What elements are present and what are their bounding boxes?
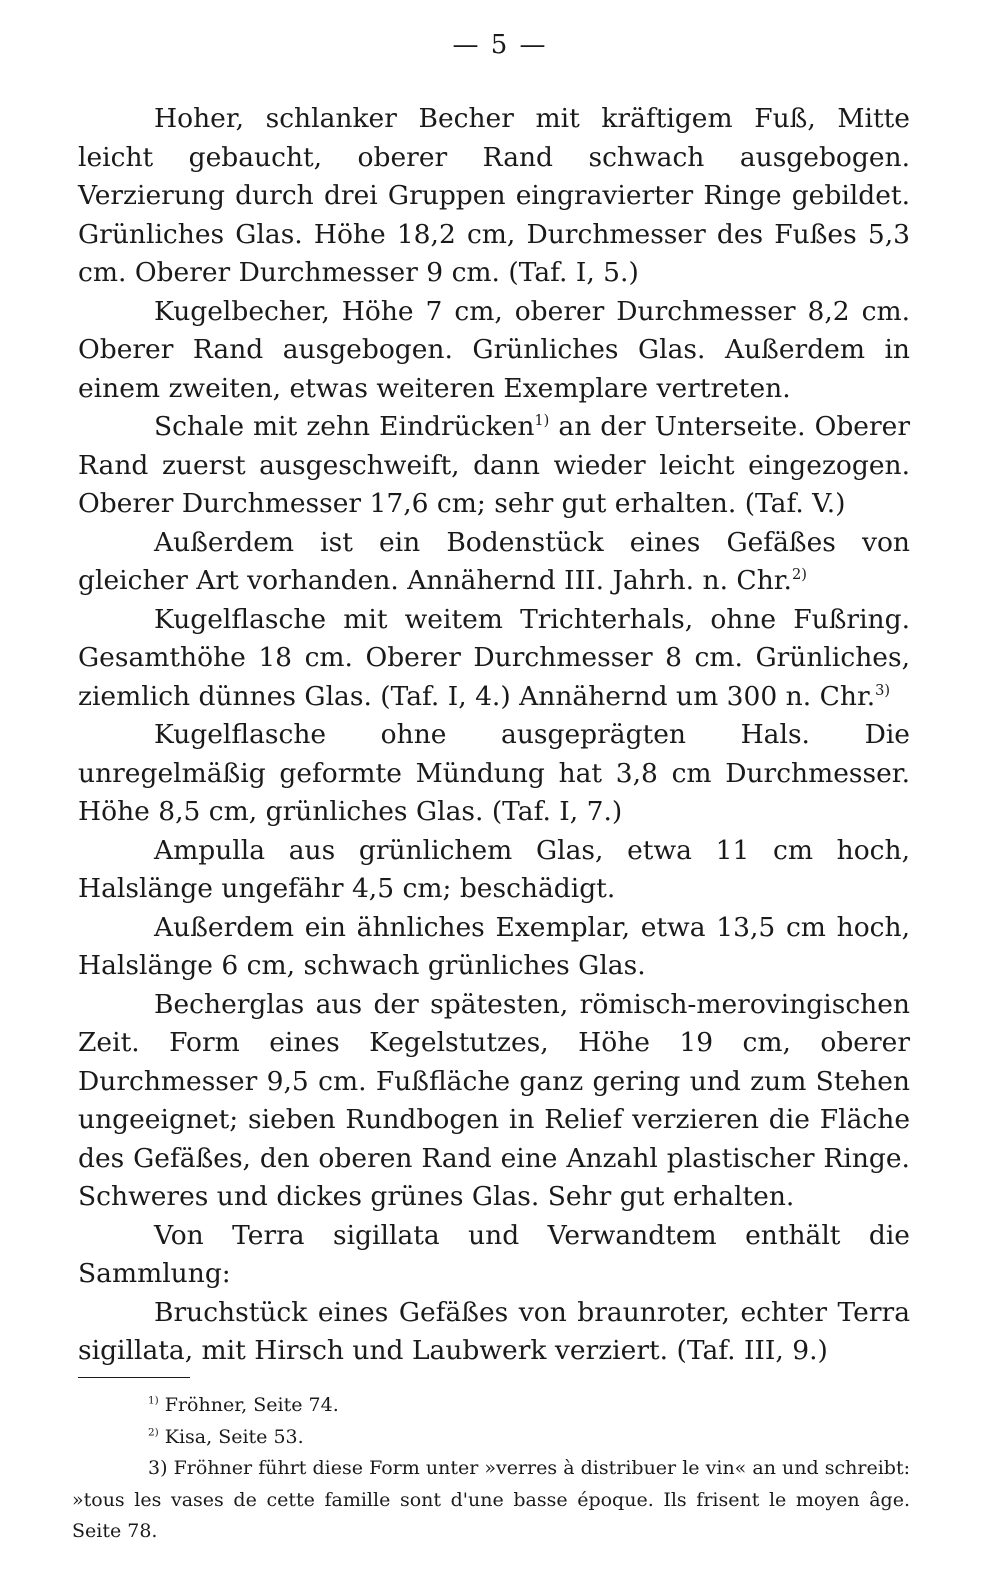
- footnote-ref-3: 3): [875, 681, 891, 699]
- footnote-2: [72, 1422, 910, 1454]
- paragraph-ampulla: Ampulla aus grünlichem Glas, etwa 11 cm hoch, Halslänge ungefähr 4,5 cm; beschädigt.: [78, 834, 910, 904]
- footnote-2-text: Kisa, Seite 53.: [164, 1425, 304, 1448]
- footnote-1-text: Fröhner, Seite 74.: [164, 1394, 339, 1416]
- footnote-marker-1: 1): [148, 1394, 159, 1407]
- bowl-text-end: an der Unterseite. Oberer Rand zuerst ausgeschweift, dann wieder leicht eingezogen. Oberer Durchmesser 17,6 cm; sehr gut erhalten. (Taf. V.): [78, 411, 910, 519]
- footnote-3: [72, 1453, 910, 1548]
- footnote-3-text: Fröhner führt diese Form unter »verres à distribuer le vin« an und schreibt: »tous les vases de cette famille sont d'une basse époque. Ils frisent le moyen âge. Seite 78.: [72, 1457, 910, 1542]
- paragraph-ball-flask-no-neck: Kugelflasche ohne ausgeprägten Hals. Die unregelmäßig geformte Mündung hat 3,8 cm Durchmesser. Höhe 8,5 cm, grünliches Glas. (Taf. I, 7.): [78, 719, 910, 827]
- paragraph-similar-specimen: Außerdem ein ähnliches Exemplar, etwa 13,5 cm hoch, Halslänge 6 cm, schwach grünliches Glas.: [78, 911, 910, 981]
- ball-flask-text: Kugelflasche mit weitem Trichterhals, ohne Fußring. Gesamthöhe 18 cm. Oberer Durchmesser 8 cm. Grünliches, ziemlich dünnes Glas. (Taf. I, 4.) Annähernd um 300 n. Chr.: [78, 603, 910, 712]
- paragraph-bowl: [78, 408, 910, 524]
- paragraph-ball-beaker: Kugelbecher, Höhe 7 cm, oberer Durchmesser 8,2 cm. Oberer Rand ausgebogen. Grünliches Glas. Außerdem in einem zweiten, etwas weiteren Exemplare vertreten.: [78, 295, 910, 404]
- paragraph-tall-beaker: Hoher, schlanker Becher mit kräftigem Fuß, Mitte leicht gebaucht, oberer Rand schwach ausgebogen. Verzierung durch drei Gruppen eingravierter Ringe gebildet. Grünliches Glas. Höhe 18,2 cm, Durchmesser des Fußes 5,3 cm. Oberer Durchmesser 9 cm. (Taf. I, 5.): [78, 103, 910, 288]
- footnote-marker-2: 2): [148, 1426, 159, 1439]
- paragraph-bottom-piece: [78, 524, 910, 601]
- bowl-text-start: Schale mit zehn Eindrücken: [154, 411, 535, 442]
- page-number: — 5 —: [452, 30, 548, 60]
- bottom-piece-text: Außerdem ist ein Bodenstück eines Gefäßes von gleicher Art vorhanden. Annähernd III. Jahrh. n. Chr.: [78, 526, 910, 596]
- paragraph-terra-sigillata-intro: Von Terra sigillata und Verwandtem enthält die Sammlung:: [78, 1219, 910, 1289]
- paragraph-ball-flask: [78, 601, 910, 717]
- footnote-ref-1: 1): [534, 412, 550, 430]
- paragraph-beaker-glass: Becherglas aus der spätesten, römisch-merovingischen Zeit. Form eines Kegelstutzes, Höhe 19 cm, oberer Durchmesser 9,5 cm. Fußfläche ganz gering und zum Stehen ungeeignet; sieben Rundbogen in Relief verzieren die Fläche des Gefäßes, den oberen Rand eine Anzahl plastischer Ringe. Schweres und dickes grünes Glas. Sehr gut erhalten.: [78, 988, 910, 1212]
- footnote-1: [72, 1390, 910, 1422]
- footnote-marker-3: 3): [148, 1457, 168, 1479]
- paragraph-fragment: Bruchstück eines Gefäßes von braunroter, echter Terra sigillata, mit Hirsch und Laubwerk verziert. (Taf. III, 9.): [78, 1296, 910, 1366]
- main-text: [78, 100, 910, 1371]
- footnotes: [72, 1390, 910, 1548]
- footnote-divider: [78, 1377, 190, 1378]
- footnote-ref-2: 2): [791, 566, 807, 584]
